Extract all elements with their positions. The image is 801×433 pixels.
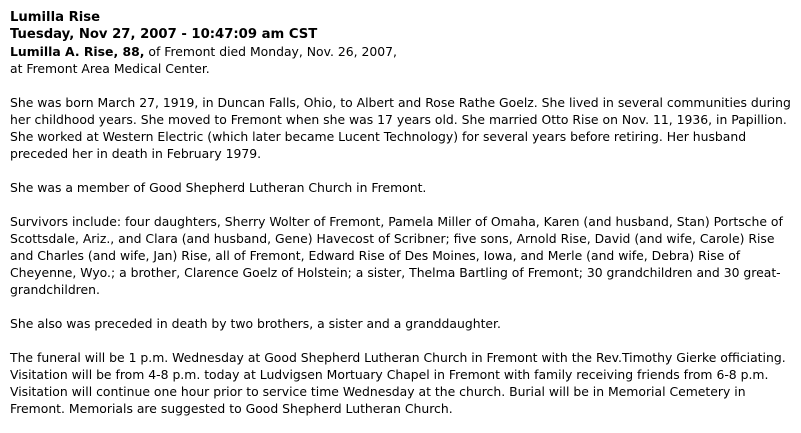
church-membership-paragraph: She was a member of Good Shepherd Lutheran Church in Fremont. xyxy=(10,180,427,195)
preceded-in-death-paragraph: She also was preceded in death by two brothers, a sister and a granddaughter. xyxy=(10,316,501,331)
article-title: Lumilla Rise xyxy=(10,10,101,25)
lead-line-2: at Fremont Area Medical Center. xyxy=(10,61,210,76)
lead-line-1: of Fremont died Monday, Nov. 26, 2007, xyxy=(148,44,397,59)
survivors-paragraph: Survivors include: four daughters, Sherry Wolter of Fremont, Pamela Miller of Omaha, Karen (and husband, Stan) Portsche of Scottsdale, Ariz., and Clara (and husband, Gene) Havecost of Scribner; five sons, Arnold Rise, David (and wife, Carole) Rise and Charles (and wife, Jan) Rise, all of Fremont, Edward Rise of Des Moines, Iowa, and Merle (and wife, Debra) Rise of Cheyenne, Wyo.; a brother, Clarence Goelz of Holstein; a sister, Thelma Bartling of Fremont; 30 grandchildren and 30 great-grandchildren. xyxy=(10,214,783,297)
biography-paragraph: She was born March 27, 1919, in Duncan Falls, Ohio, to Albert and Rose Rathe Goelz. She lived in several communities during her childhood years. She moved to Fremont when she was 17 years old. She married Otto Rise on Nov. 11, 1936, in Papillion. She worked at Western Electric (which later became Lucent Technology) for several years before retiring. Her husband preceded her in death in February 1979. xyxy=(10,95,791,161)
deceased-name: Lumilla A. Rise, 88, xyxy=(10,44,145,59)
funeral-details-paragraph: The funeral will be 1 p.m. Wednesday at Good Shepherd Lutheran Church in Fremont with the Rev.Timothy Gierke officiating. Visitation will be from 4-8 p.m. today at Ludvigsen Mortuary Chapel in Fremont with family receiving friends from 6-8 p.m. Visitation will continue one hour prior to service time Wednesday at the church. Burial will be in Memorial Cemetery in Fremont. Memorials are suggested to Good Shepherd Lutheran Church. xyxy=(10,350,786,416)
article-dateline: Tuesday, Nov 27, 2007 - 10:47:09 am CST xyxy=(10,27,318,42)
lead-paragraph xyxy=(10,43,790,77)
